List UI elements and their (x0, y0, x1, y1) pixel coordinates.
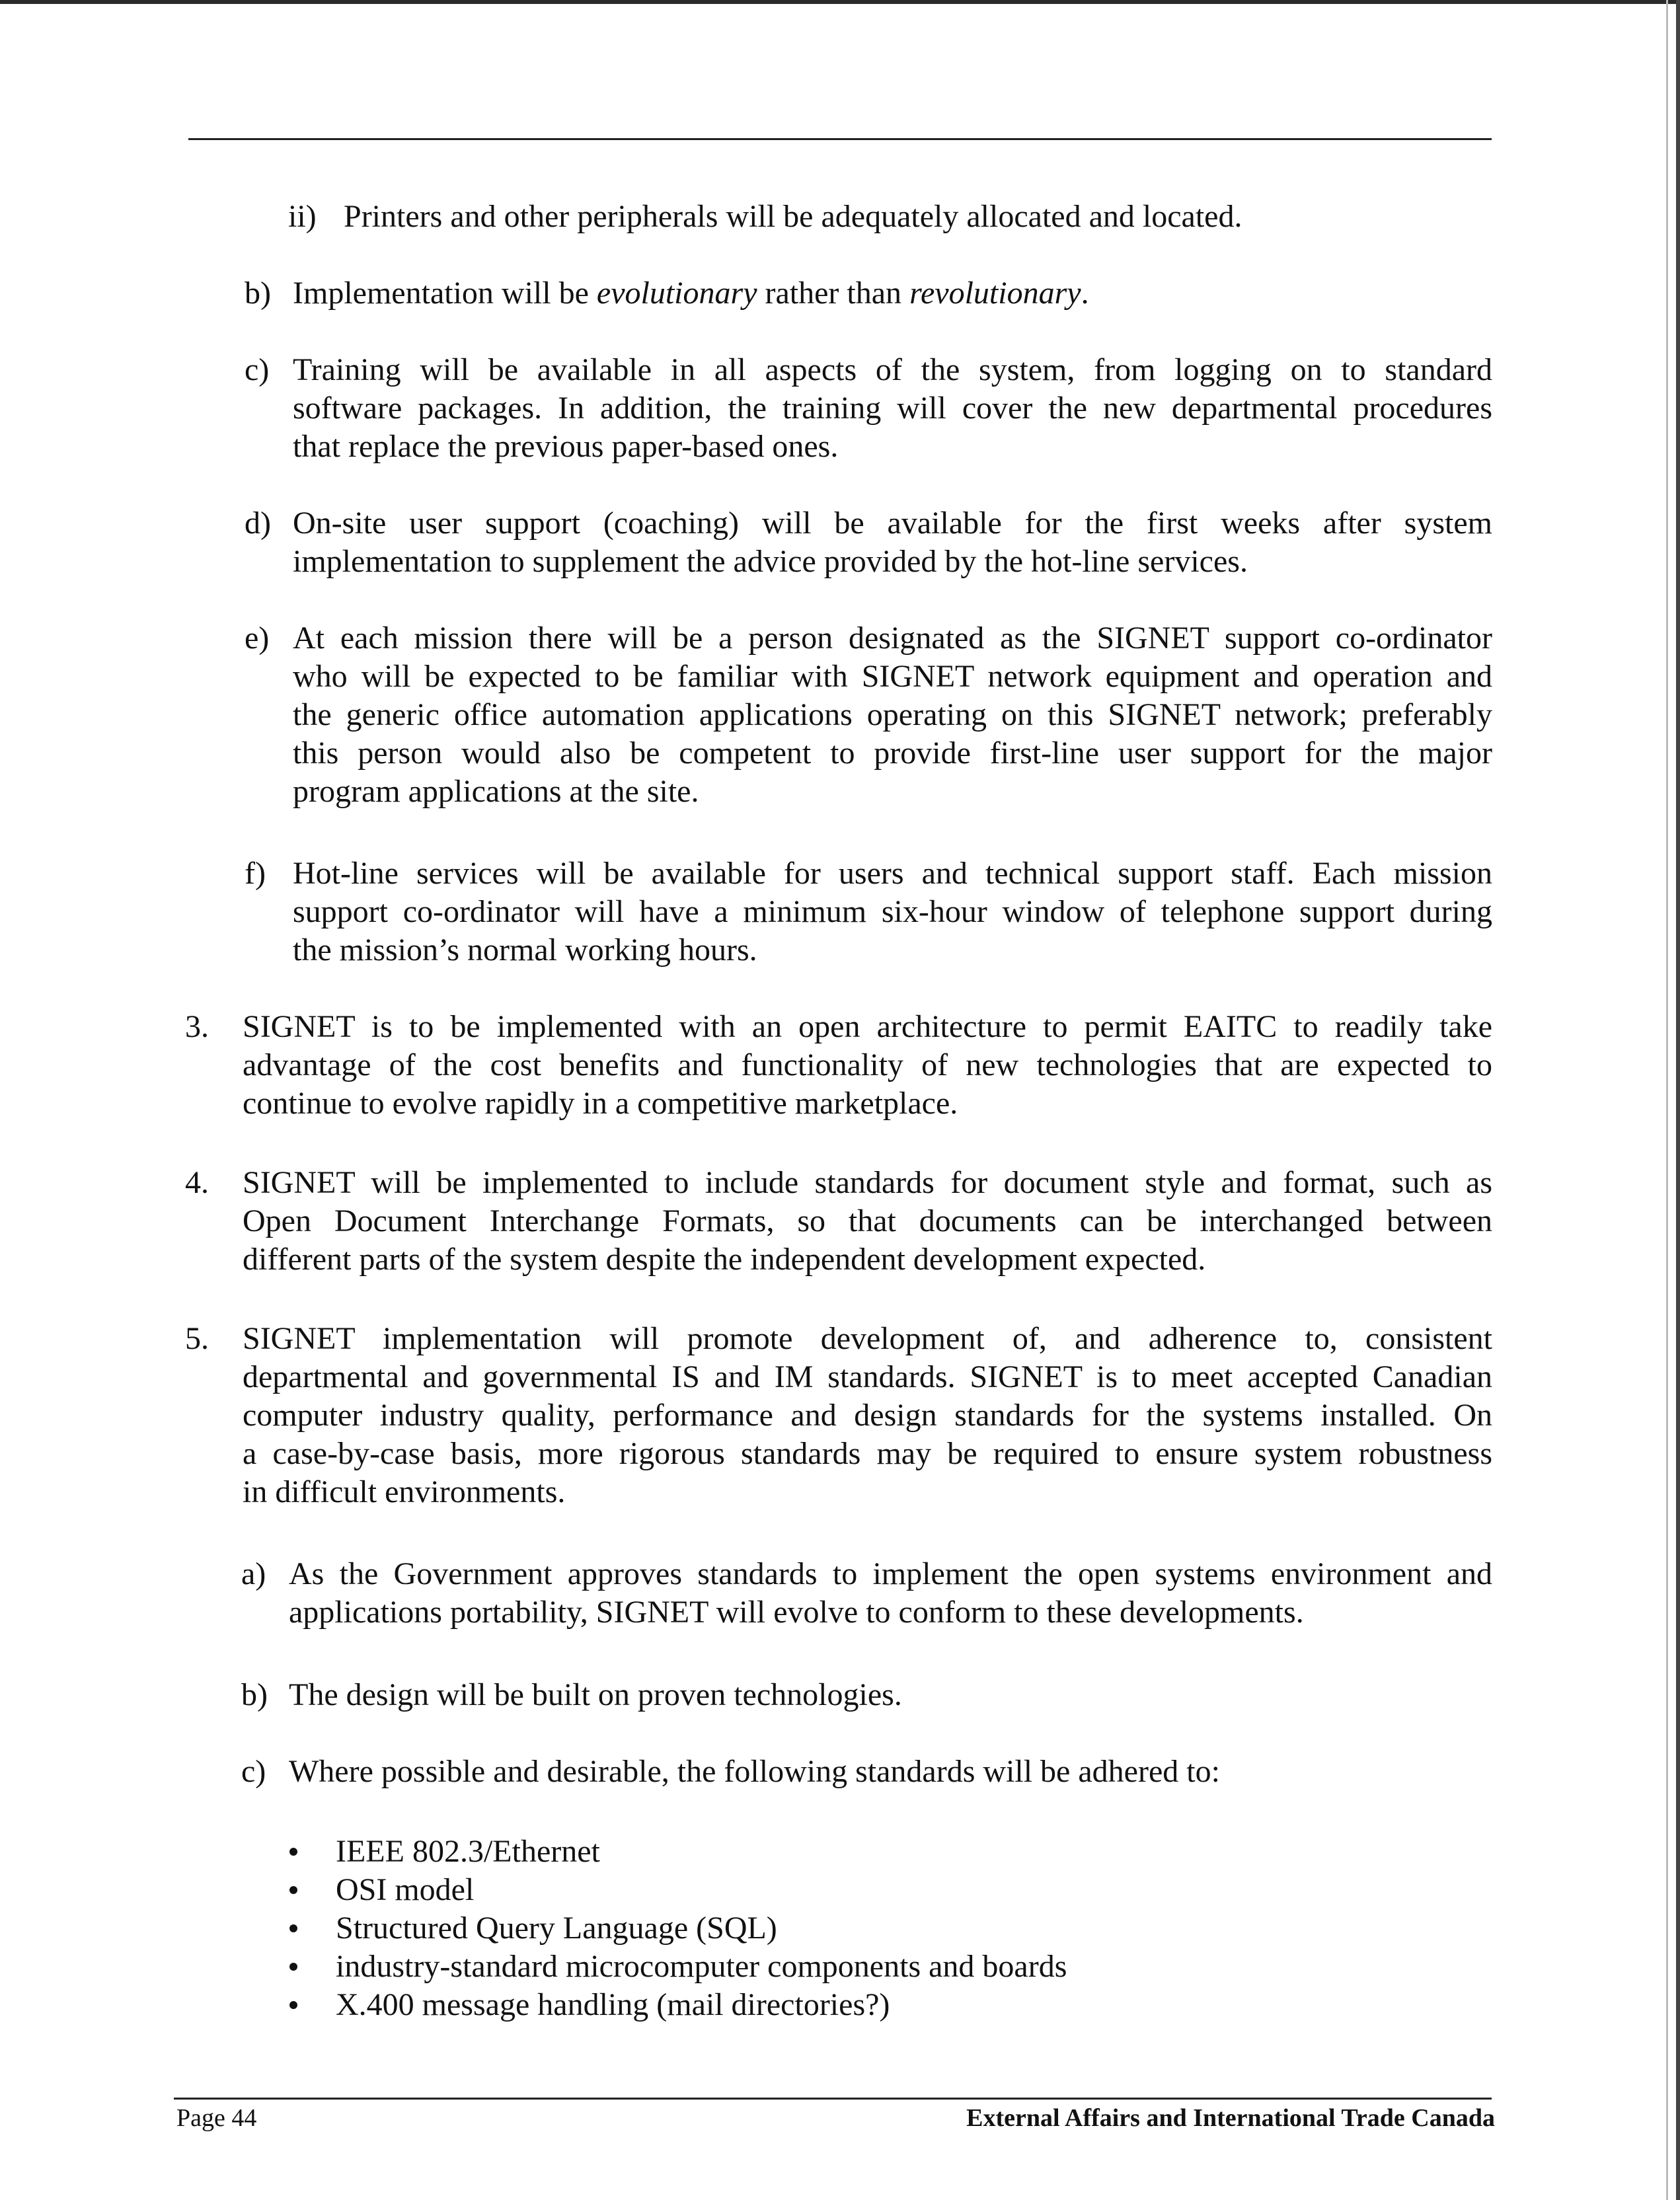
item-marker: c) (245, 352, 270, 387)
item-marker: 5. (185, 1321, 209, 1356)
bullet-dot (289, 1886, 297, 1894)
item-line: SIGNET implementation will promote development of, and adherence to, consistent (243, 1321, 1492, 1356)
item-line: software packages. In addition, the training will cover the new departmental procedures (293, 391, 1492, 426)
item-line: that replace the previous paper-based ones. (293, 429, 839, 464)
item-line: advantage of the cost benefits and functionality of new technologies that are expected to (243, 1047, 1492, 1082)
scan-edge-right (1676, 0, 1680, 2200)
page-number: Page 44 (176, 2104, 257, 2132)
item-line: applications portability, SIGNET will evolve to conform to these developments. (289, 1595, 1304, 1630)
item-line: SIGNET will be implemented to include standards for document style and format, such as (243, 1165, 1492, 1200)
item-marker: d) (245, 506, 271, 541)
list-item-text: IEEE 802.3/Ethernet (336, 1834, 600, 1869)
scan-edge-shadow (1666, 0, 1668, 2200)
item-marker: c) (241, 1754, 266, 1789)
item-line: in difficult environments. (243, 1474, 566, 1509)
item-text: Where possible and desirable, the following standards will be adhered to: (289, 1754, 1220, 1789)
item-line: Hot-line services will be available for users and technical support staff. Each mission (293, 856, 1492, 891)
list-item-text: OSI model (336, 1872, 475, 1907)
header-rule (188, 138, 1492, 140)
item-line: continue to evolve rapidly in a competitive marketplace. (243, 1086, 958, 1121)
footer-rule (174, 2098, 1492, 2100)
footer-organization: External Affairs and International Trade Canada (966, 2104, 1495, 2132)
text-run: . (1081, 276, 1089, 311)
item-marker: 3. (185, 1009, 209, 1044)
bullet-dot (289, 1924, 297, 1932)
item-marker: ii) (288, 199, 317, 234)
item-line: a case-by-case basis, more rigorous standards may be required to ensure system robustness (243, 1436, 1492, 1471)
item-line: SIGNET is to be implemented with an open architecture to permit EAITC to readily take (243, 1009, 1492, 1044)
item-marker: e) (245, 621, 270, 656)
item-line: computer industry quality, performance and design standards for the systems installed. On (243, 1398, 1492, 1433)
item-marker: f) (245, 856, 266, 891)
item-text: The design will be built on proven technologies. (289, 1677, 902, 1712)
list-item-text: industry-standard microcomputer components and boards (336, 1949, 1067, 1984)
item-line: support co-ordinator will have a minimum six-hour window of telephone support during (293, 894, 1492, 929)
item-line: At each mission there will be a person designated as the SIGNET support co-ordinator (293, 621, 1492, 656)
bullet-dot (289, 1963, 297, 1971)
item-text (293, 274, 1089, 313)
item-line: program applications at the site. (293, 774, 699, 809)
item-line: different parts of the system despite the independent development expected. (243, 1242, 1206, 1277)
item-marker: b) (241, 1677, 268, 1712)
item-line: departmental and governmental IS and IM standards. SIGNET is to meet accepted Canadian (243, 1359, 1492, 1394)
item-line: the generic office automation applications operating on this SIGNET network; preferably (293, 697, 1492, 732)
scan-edge-top (0, 0, 1680, 4)
bullet-dot (289, 1848, 297, 1856)
item-line: this person would also be competent to provide first-line user support for the major (293, 736, 1492, 771)
item-line: Open Document Interchange Formats, so that documents can be interchanged between (243, 1203, 1492, 1238)
text-run: rather than (757, 276, 910, 311)
list-item-text: Structured Query Language (SQL) (336, 1911, 777, 1946)
item-marker: b) (245, 276, 271, 311)
item-line: implementation to supplement the advice provided by the hot-line services. (293, 544, 1248, 579)
emphasis-revolutionary: revolutionary (909, 276, 1081, 311)
item-marker: 4. (185, 1165, 209, 1200)
item-line: who will be expected to be familiar with SIGNET network equipment and operation and (293, 659, 1492, 694)
text-run: Implementation will be (293, 276, 597, 311)
bullet-dot (289, 2001, 297, 2009)
item-text: Printers and other peripherals will be adequately allocated and located. (344, 199, 1242, 234)
emphasis-evolutionary: evolutionary (596, 276, 757, 311)
list-item-text: X.400 message handling (mail directories?) (336, 1987, 890, 2022)
item-line: Training will be available in all aspects of the system, from logging on to standard (293, 352, 1492, 387)
item-marker: a) (241, 1556, 266, 1591)
item-line: On-site user support (coaching) will be available for the first weeks after system (293, 506, 1492, 541)
item-line: the mission’s normal working hours. (293, 932, 757, 967)
item-line: As the Government approves standards to implement the open systems environment and (289, 1556, 1492, 1591)
